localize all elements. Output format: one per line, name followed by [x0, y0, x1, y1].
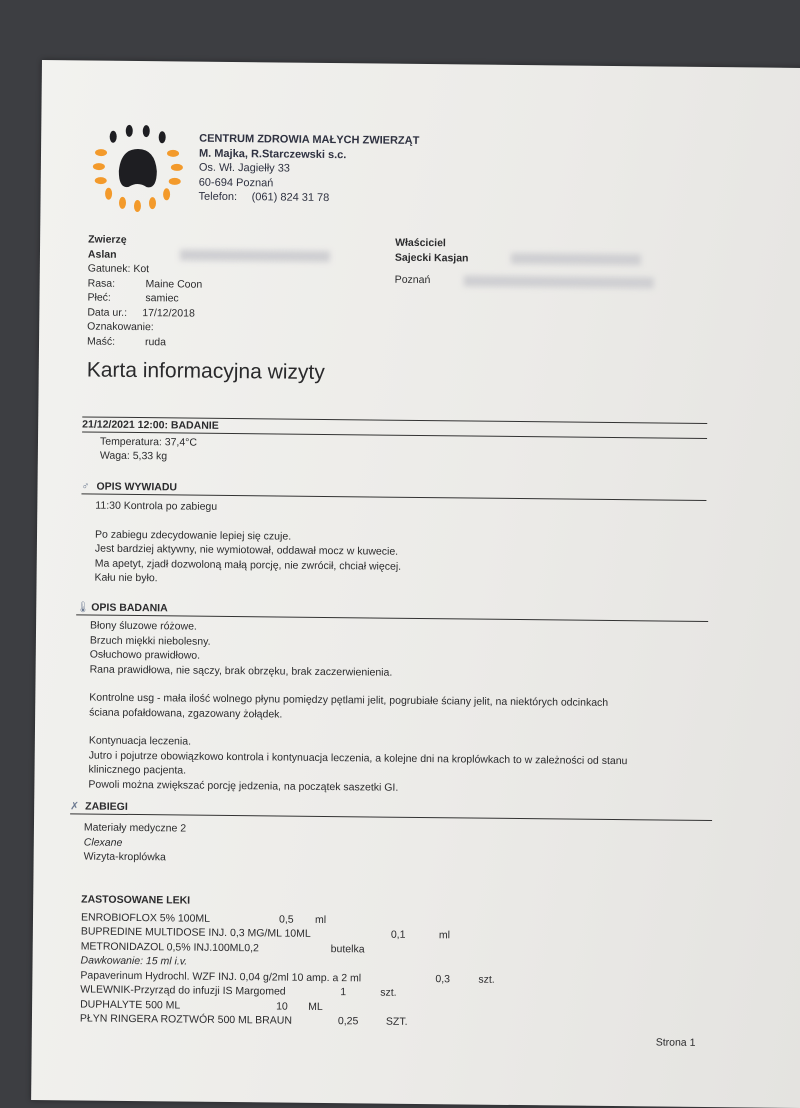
clinic-name: CENTRUM ZDROWIA MAŁYCH ZWIERZĄT: [199, 132, 420, 147]
med-unit: ml: [314, 913, 327, 926]
exam-body: [88, 619, 629, 798]
clinic-street: Os. Wł. Jagiełły 33: [198, 161, 291, 175]
exam-line: Kontrolne usg - mała ilość wolnego płynu pomiędzy pętlami jelit, pogrubiałe ściany jelit, na niektórych odcinkach: [89, 691, 609, 709]
procedures-body: [84, 820, 187, 865]
redacted-block: [179, 250, 329, 263]
interview-line: Po zabiegu zdecydowanie lepiej się czuje.: [94, 528, 292, 543]
med-unit: ml: [438, 929, 451, 942]
dob-value: 17/12/2018: [142, 306, 195, 320]
visit-header: 21/12/2021 12:00: BADANIE: [82, 416, 707, 439]
exam-line: Powoli można zwiększać porcję jedzenia, na początek saszetki GI.: [88, 778, 399, 794]
med-qty: 0,3: [435, 972, 451, 985]
animal-info: [87, 232, 330, 351]
med-name: BUPREDINE MULTIDOSE INJ. 0,3 MG/ML 10ML: [80, 925, 311, 940]
animal-heading: Zwierzę: [88, 233, 127, 246]
sex-value: samiec: [145, 292, 179, 305]
animal-name: Aslan: [87, 247, 117, 261]
med-qty: 10: [276, 1000, 288, 1013]
interview-line: Ma apetyt, zjadł dozwoloną małą porcję, nie zwrócił, chciał więcej.: [94, 557, 402, 573]
med-dosage: Dawkowanie: 15 ml i.v.: [80, 954, 188, 968]
med-unit: butelka: [330, 942, 365, 955]
redacted-block: [463, 275, 653, 288]
exam-line: Kontynuacja leczenia.: [88, 734, 192, 748]
med-unit: szt.: [478, 973, 495, 986]
exam-line: ściana pofałdowana, zgazowany żołądek.: [89, 706, 283, 721]
interview-line: 11:30 Kontrola po zabiegu: [95, 499, 218, 513]
document-page: [31, 60, 800, 1108]
species-label: Gatunek:: [87, 262, 131, 275]
procedure-line: Materiały medyczne 2: [83, 821, 187, 835]
owner-name-row: [395, 250, 654, 267]
dob-label: Data ur.:: [87, 305, 128, 319]
med-name: METRONIDAZOL 0,5% INJ.100ML0,2: [80, 939, 259, 954]
page-number: Strona 1: [655, 1036, 696, 1049]
color-row: [87, 334, 329, 351]
exam-line: Osłuchowo prawidłowo.: [89, 648, 201, 662]
procedures-icon: ✗: [70, 800, 80, 813]
redacted-block: [511, 253, 641, 265]
color-value: ruda: [144, 335, 167, 348]
med-qty: 1: [340, 986, 347, 999]
clinic-info: [198, 132, 419, 207]
owner-city: Poznań: [394, 273, 431, 287]
interview-body: [95, 499, 402, 589]
visit-vitals: [100, 435, 197, 464]
med-unit: szt.: [380, 986, 397, 999]
clinic-city: 60-694 Poznań: [198, 176, 274, 189]
sex-label: Płeć:: [87, 291, 111, 304]
interview-line: Jest bardziej aktywny, nie wymiotował, oddawał mocz w kuwecie.: [94, 542, 399, 558]
clinic-doctors: M. Majka, R.Starczewski s.c.: [198, 147, 347, 161]
meds-section: [79, 892, 495, 1028]
owner-city-row: [395, 273, 654, 290]
page-title: Karta informacyjna wizyty: [86, 358, 325, 384]
procedure-line: Clexane: [83, 835, 123, 849]
species-value: Kot: [133, 262, 150, 276]
exam-line: klinicznego pacjenta.: [88, 763, 187, 777]
procedures-heading-label: ZABIEGI: [85, 800, 128, 813]
color-label: Maść:: [86, 334, 116, 348]
exam-icon: 🌡: [76, 601, 90, 614]
exam-heading-label: OPIS BADANIA: [91, 601, 168, 615]
exam-line: Jutro i pojutrze obowiązkowo kontrola i kontynuacja leczenia, a kolejne dni na kroplówkach to w zależności od stanu: [88, 749, 628, 767]
med-name: ENROBIOFLOX 5% 100ML: [80, 910, 211, 925]
breed-label: Rasa:: [87, 276, 116, 290]
temperature: Temperatura: 37,4°C: [99, 435, 198, 449]
clinic-phone-row: [198, 190, 418, 207]
med-name: DUPHALYTE 500 ML: [80, 997, 181, 1011]
exam-line: Błony śluzowe różowe.: [90, 619, 197, 633]
med-unit: SZT.: [385, 1015, 408, 1028]
clinic-phone: (061) 824 31 78: [251, 191, 330, 205]
med-qty: 0,25: [337, 1015, 359, 1028]
med-row: [79, 1011, 408, 1028]
meds-heading: ZASTOSOWANE LEKI: [81, 893, 191, 907]
interview-line: Kału nie było.: [94, 571, 158, 585]
interview-heading-label: OPIS WYWIADU: [96, 480, 178, 494]
interview-icon: ♂: [81, 480, 90, 493]
med-unit: ML: [308, 1000, 323, 1013]
interview-heading: [81, 480, 706, 501]
med-qty: 0,1: [390, 928, 406, 941]
owner-name: Sajecki Kasjan: [394, 251, 469, 264]
clinic-phone-label: Telefon:: [198, 190, 238, 204]
med-name: PŁYN RINGERA ROZTWÓR 500 ML BRAUN: [79, 1012, 293, 1027]
med-qty: 0,5: [278, 913, 294, 926]
owner-info: [395, 236, 654, 290]
procedures-heading: [70, 800, 712, 821]
weight: Waga: 5,33 kg: [99, 449, 168, 463]
med-name: WLEWNIK-Przyrząd do infuzji IS Margomed: [80, 983, 286, 998]
paw-logo-icon: [90, 119, 191, 220]
med-name: Papaverinum Hydrochl. WZF INJ. 0,04 g/2ml 10 amp. a 2 ml: [80, 968, 362, 984]
exam-line: Brzuch miękki niebolesny.: [89, 634, 211, 648]
procedure-line: Wizyta-kroplówka: [83, 850, 167, 864]
owner-heading: Właściciel: [395, 236, 446, 250]
breed-value: Maine Coon: [145, 277, 203, 291]
marking-label: Oznakowanie:: [87, 320, 154, 334]
exam-line: Rana prawidłowa, nie sączy, brak obrzęku, brak zaczerwienienia.: [89, 663, 393, 679]
